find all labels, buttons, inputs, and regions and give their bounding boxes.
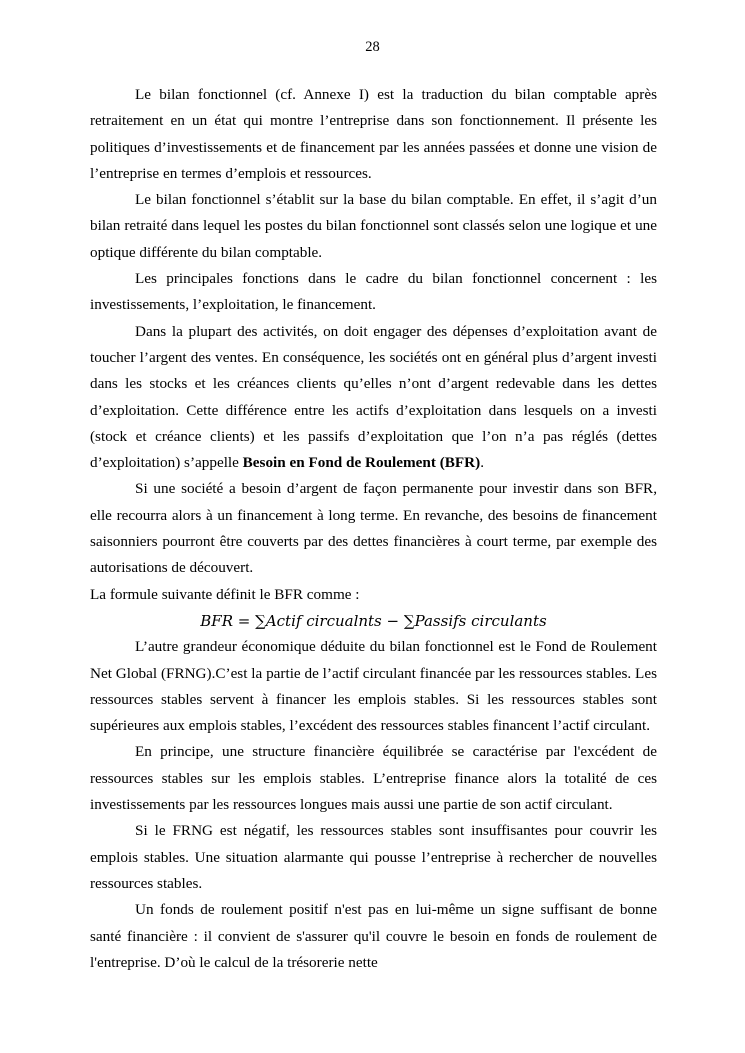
paragraph-bfr-definition-period: . <box>480 454 484 472</box>
page-number: 28 <box>365 39 380 55</box>
paragraph-frng-negatif: Si le FRNG est négatif, les ressources stables sont insuffisantes pour couvrir les emplois stables. Une situation alarmante qui pousse l’entreprise à rechercher de nouvelles ressources stables. <box>90 822 657 892</box>
paragraph-bfr-definition <box>90 319 657 477</box>
paragraph-principales-fonctions: Les principales fonctions dans le cadre du bilan fonctionnel concernent : les investissements, l’exploitation, le financement. <box>90 270 657 314</box>
paragraph-fonds-roulement-positif: Un fonds de roulement positif n'est pas en lui-même un signe suffisant de bonne santé financière : il convient de s'assurer qu'il couvre le besoin en fonds de roulement de l'entreprise. D’où le calcul de la trésorerie nette <box>90 901 657 971</box>
paragraph-structure-equilibree: En principe, une structure financière équilibrée se caractérise par l'excédent de ressources stables sur les emplois stables. L’entreprise finance alors la totalité de ces investissements par les ressources longues mais aussi une partie de son actif circulant. <box>90 743 657 814</box>
paragraph-bfr-definition-text: Dans la plupart des activités, on doit engager des dépenses d’exploitation avant de toucher l’argent des ventes. En conséquence, les sociétés ont en général plus d’argent investi dans les stocks et les créances clients qu’elles n’ont d’argent redevable dans les dettes d’exploitation. Cette différence entre les actifs d’exploitation dans lesquels on a investi (stock et créance clients) et les passifs d’exploitation que l’on n’a pas réglés (dettes d’exploitation) s’appelle <box>90 322 657 472</box>
bfr-bold-term: Besoin en Fond de Roulement (BFR) <box>242 454 481 472</box>
paragraph-frng-definition: L’autre grandeur économique déduite du bilan fonctionnel est le Fond de Roulement Net Global (FRNG).C’est la partie de l’actif circulant financée par les ressources stables. Les ressources stables servent à financer les emplois stables. Si les ressources stables sont supérieures aux emplois stables, l’excédent des ressources stables financent l’actif circulant. <box>90 638 657 735</box>
paragraph-financement-long-terme: Si une société a besoin d’argent de façon permanente pour investir dans son BFR, elle recourra alors à un financement à long terme. En revanche, des besoins de financement saisonniers pourront être couverts par des dettes financières à court terme, par exemple des autorisations de découvert. <box>90 480 657 577</box>
bfr-formula: BFR = ∑Actif circualnts − ∑Passifs circulants <box>200 611 547 630</box>
document-body <box>90 82 657 976</box>
formula-intro: La formule suivante définit le BFR comme : <box>90 585 360 603</box>
paragraph-bilan-etablit: Le bilan fonctionnel s’établit sur la base du bilan comptable. En effet, il s’agit d’un bilan retraité dans lequel les postes du bilan fonctionnel sont classés selon une logique et une optique différente du bilan comptable. <box>90 191 657 261</box>
paragraph-bilan-fonctionnel-intro: Le bilan fonctionnel (cf. Annexe I) est la traduction du bilan comptable après retraitement en un état qui montre l’entreprise dans son fonctionnement. Il présente les politiques d’investissements et de financement par les années passées et donne une vision de l’entreprise en termes d’emplois et ressources. <box>90 86 657 182</box>
